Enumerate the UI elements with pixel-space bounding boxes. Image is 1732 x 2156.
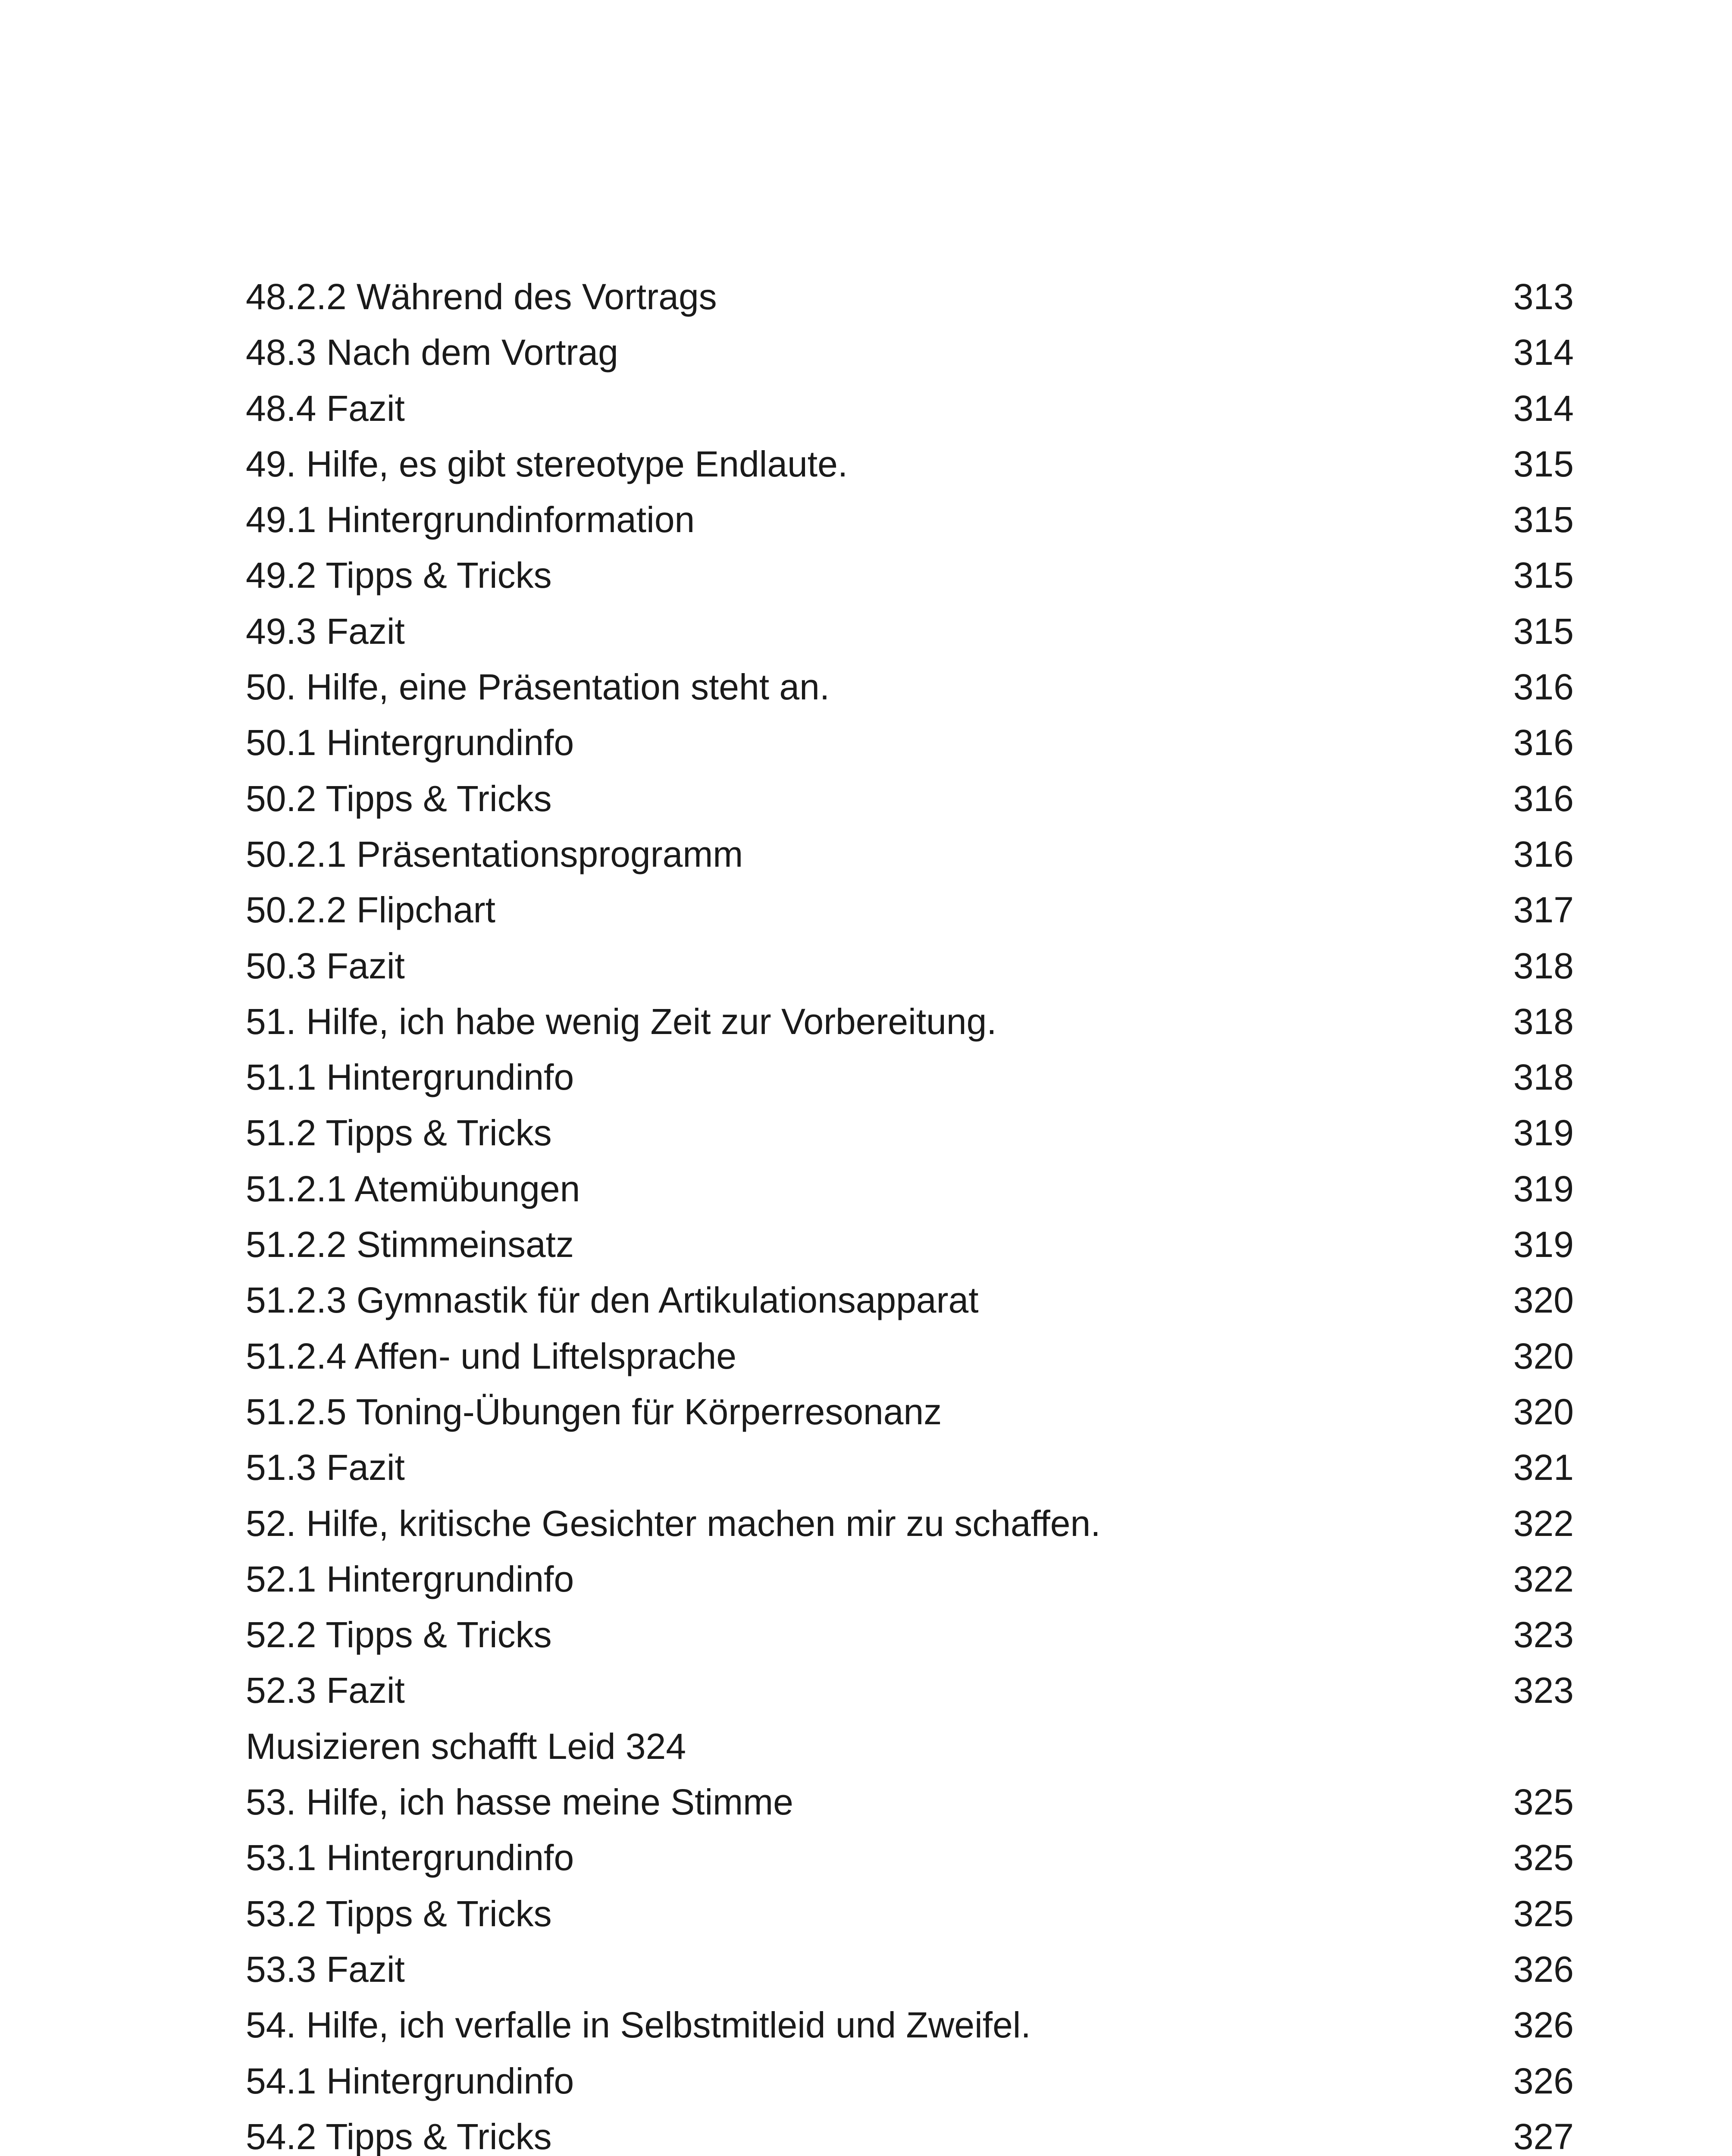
toc-entry-title: 49.1 Hintergrundinformation (246, 499, 695, 540)
toc-entry-title: 49. Hilfe, es gibt stereotype Endlaute. (246, 443, 848, 484)
toc-entry-title: 51.2.1 Atemübungen (246, 1168, 580, 1209)
toc-entry-page-number: 318 (1513, 1057, 1574, 1098)
toc-entry-page-number: 323 (1513, 1670, 1574, 1711)
toc-entry-title: 50.1 Hintergrundinfo (246, 722, 574, 763)
toc-entry-page-number: 322 (1513, 1558, 1574, 1599)
toc-entry-title: 53.2 Tipps & Tricks (246, 1893, 552, 1934)
toc-entry-title: 49.3 Fazit (246, 611, 405, 652)
toc-entry-page-number: 315 (1513, 611, 1574, 652)
toc-entry (246, 1554, 1574, 1610)
toc-entry-title: 51.2.5 Toning-Übungen für Körperresonanz (246, 1391, 942, 1432)
toc-entry-page-number: 325 (1513, 1782, 1574, 1823)
toc-entry (246, 2112, 1574, 2156)
toc-entry-page-number: 325 (1513, 1837, 1574, 1878)
toc-entry-title: 54.2 Tipps & Tricks (246, 2116, 552, 2156)
toc-entry (246, 1665, 1574, 1721)
toc-entry-title: 51.2.4 Affen- und Liftelsprache (246, 1335, 736, 1376)
toc-entry (246, 327, 1574, 383)
toc-entry (246, 1108, 1574, 1163)
toc-entry-page-number: 319 (1513, 1168, 1574, 1209)
toc-entry (246, 1944, 1574, 2000)
toc-entry-page-number: 325 (1513, 1893, 1574, 1934)
toc-entry-title: 51.3 Fazit (246, 1447, 405, 1488)
toc-entry-page-number: 326 (1513, 2060, 1574, 2101)
toc-entry-title: 48.2.2 Während des Vortrags (246, 276, 717, 317)
toc-entry (246, 439, 1574, 495)
toc-entry-page-number: 316 (1513, 834, 1574, 874)
toc-entry-page-number: 320 (1513, 1391, 1574, 1432)
toc-entry-page-number: 318 (1513, 1001, 1574, 1042)
toc-entry-title: 52.3 Fazit (246, 1670, 405, 1711)
toc-entry-title: 49.2 Tipps & Tricks (246, 555, 552, 596)
toc-entry-page-number: 314 (1513, 332, 1574, 373)
toc-entry-title: 52.1 Hintergrundinfo (246, 1558, 574, 1599)
toc-entry-title: 54.1 Hintergrundinfo (246, 2060, 574, 2101)
toc-entry-page-number: 319 (1513, 1224, 1574, 1265)
toc-entry (246, 2000, 1574, 2056)
toc-entry (246, 550, 1574, 606)
toc-entry (246, 272, 1574, 327)
toc-entry (246, 1219, 1574, 1275)
toc-entry-page-number: 318 (1513, 945, 1574, 986)
toc-entry-page-number: 320 (1513, 1335, 1574, 1376)
toc-entry (246, 1387, 1574, 1442)
toc-entry-title: 51.1 Hintergrundinfo (246, 1057, 574, 1098)
toc-entry (246, 774, 1574, 829)
toc-entry-page-number: 316 (1513, 778, 1574, 819)
toc-entry (246, 1442, 1574, 1498)
toc-entry-page-number: 327 (1513, 2116, 1574, 2156)
toc-entry-page-number: 317 (1513, 890, 1574, 931)
toc-entry (246, 1721, 1574, 1777)
toc-entry (246, 606, 1574, 662)
toc-entry (246, 662, 1574, 718)
toc-entry (246, 829, 1574, 885)
toc-entry-page-number: 320 (1513, 1280, 1574, 1321)
toc-entry (246, 941, 1574, 997)
toc-entry (246, 885, 1574, 940)
toc-entry-title: 48.4 Fazit (246, 388, 405, 429)
toc-entry (246, 997, 1574, 1052)
toc-entry-page-number: 315 (1513, 555, 1574, 596)
toc-entry-title: 51.2.2 Stimmeinsatz (246, 1224, 574, 1265)
toc-entry (246, 2056, 1574, 2112)
toc-entry (246, 718, 1574, 773)
toc-entry (246, 1164, 1574, 1219)
toc-entry-page-number: 323 (1513, 1614, 1574, 1655)
toc-entry-page-number: 316 (1513, 667, 1574, 708)
toc-entry-page-number: 326 (1513, 1949, 1574, 1990)
toc-entry-page-number: 321 (1513, 1447, 1574, 1488)
toc-entry (246, 495, 1574, 550)
toc-entry-title: 48.3 Nach dem Vortrag (246, 332, 618, 373)
toc-entry (246, 1331, 1574, 1387)
toc-entry-title: Musizieren schafft Leid 324 (246, 1726, 686, 1767)
toc-entry-page-number: 315 (1513, 499, 1574, 540)
toc-entry-title: 53. Hilfe, ich hasse meine Stimme (246, 1782, 793, 1823)
toc-entry (246, 1052, 1574, 1108)
toc-entry-title: 50.2.1 Präsentationsprogramm (246, 834, 743, 874)
toc-entry (246, 1833, 1574, 1888)
toc-entry-page-number: 322 (1513, 1503, 1574, 1544)
table-of-contents (246, 272, 1574, 2156)
toc-entry (246, 383, 1574, 439)
toc-entry-title: 50.2 Tipps & Tricks (246, 778, 552, 819)
toc-entry-page-number: 316 (1513, 722, 1574, 763)
toc-entry-title: 50. Hilfe, eine Präsentation steht an. (246, 667, 830, 708)
toc-entry-title: 51.2.3 Gymnastik für den Artikulationsapparat (246, 1280, 979, 1321)
toc-entry-title: 53.1 Hintergrundinfo (246, 1837, 574, 1878)
toc-entry-title: 50.2.2 Flipchart (246, 890, 495, 931)
toc-entry-title: 53.3 Fazit (246, 1949, 405, 1990)
toc-entry-title: 52.2 Tipps & Tricks (246, 1614, 552, 1655)
toc-entry-title: 51.2 Tipps & Tricks (246, 1112, 552, 1153)
toc-entry (246, 1275, 1574, 1331)
toc-entry (246, 1889, 1574, 1944)
toc-entry-title: 51. Hilfe, ich habe wenig Zeit zur Vorbereitung. (246, 1001, 997, 1042)
toc-entry (246, 1777, 1574, 1833)
toc-entry-title: 50.3 Fazit (246, 945, 405, 986)
toc-entry (246, 1498, 1574, 1554)
toc-entry-page-number: 314 (1513, 388, 1574, 429)
toc-entry-page-number: 319 (1513, 1112, 1574, 1153)
toc-entry (246, 1610, 1574, 1665)
toc-entry-page-number: 326 (1513, 2005, 1574, 2046)
toc-entry-title: 52. Hilfe, kritische Gesichter machen mir zu schaffen. (246, 1503, 1101, 1544)
toc-entry-page-number: 313 (1513, 276, 1574, 317)
toc-entry-title: 54. Hilfe, ich verfalle in Selbstmitleid und Zweifel. (246, 2005, 1031, 2046)
toc-entry-page-number: 315 (1513, 443, 1574, 484)
